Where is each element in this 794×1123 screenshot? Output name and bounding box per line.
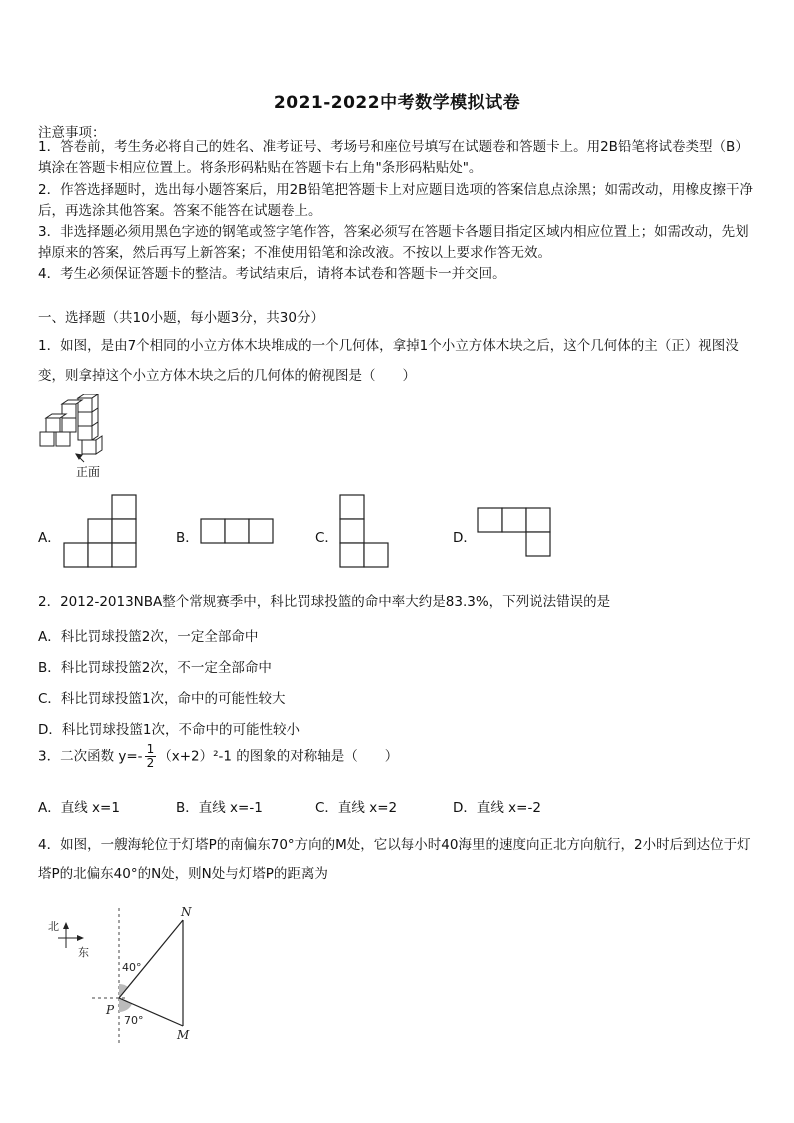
question-1-text: 1．如图，是由7个相同的小立方体木块堆成的一个几何体，拿掉1个小立方体木块之后，这个几何体的主（正）视图没变，则拿掉这个小立方体木块之后的几何体的俯视图是（ ）	[38, 338, 739, 384]
label-m: M	[177, 1028, 190, 1042]
q3-frac-den: 2	[146, 756, 155, 770]
page-title: 2021-2022中考数学模拟试卷	[273, 93, 521, 113]
q1-option-a-figure[interactable]	[63, 494, 139, 568]
q3-suffix: （x+2）²-1 的图象的对称轴是（ ）	[158, 748, 399, 765]
north-label: 北	[48, 920, 59, 933]
q1-option-b-figure[interactable]	[200, 518, 276, 545]
angle-70-label: 70°	[124, 1014, 144, 1027]
q3-frac-num: 1	[146, 742, 155, 756]
label-n: N	[181, 905, 192, 919]
question-4-text: 4．如图，一艘海轮位于灯塔P的南偏东70°方向的M处，它以每小时40海里的速度向正北方向航行，2小时后到达位于灯塔P的北偏东40°的N处，则N处与灯塔P的距离为	[38, 837, 751, 882]
q1-option-d-label[interactable]: D．	[453, 530, 477, 546]
q2-option-b[interactable]: B．科比罚球投篮2次，不一定全部命中	[38, 660, 272, 676]
notice-item-3: 3．非选择题必须用黑色字迹的钢笔或签字笔作答，答案必须写在答题卡各题目指定区域内相应位置上；如需改动，先划掉原来的答案，然后再写上新答案；不准使用铅笔和涂改液。不按以上要求作答无效。	[38, 224, 749, 261]
q3-option-d[interactable]: D．直线 x=-2	[453, 800, 541, 816]
q3-fraction	[145, 743, 157, 770]
q1-option-a-label[interactable]: A．	[38, 530, 61, 546]
q1-option-c-label[interactable]: C．	[315, 530, 338, 546]
question-3-text	[38, 743, 398, 770]
q2-option-a[interactable]: A．科比罚球投篮2次，一定全部命中	[38, 629, 259, 645]
east-label: 东	[78, 946, 89, 959]
q3-option-a[interactable]: A．直线 x=1	[38, 800, 120, 816]
question-2-text: 2．2012-2013NBA整个常规赛季中，科比罚球投篮的命中率大约是83.3%，下列说法错误的是	[38, 594, 611, 610]
notice-heading: 注意事项：	[38, 125, 106, 141]
notice-item-2: 2．作答选择题时，选出每小题答案后，用2B铅笔把答题卡上对应题目选项的答案信息点涂黑；如需改动，用橡皮擦干净后，再选涂其他答案。答案不能答在试题卷上。	[38, 182, 753, 219]
q2-option-c[interactable]: C．科比罚球投篮1次，命中的可能性较大	[38, 691, 286, 707]
section-heading: 一、选择题（共10小题，每小题3分，共30分）	[38, 310, 324, 326]
q1-option-b-label[interactable]: B．	[176, 530, 199, 546]
notice-item-1: 1．答卷前，考生务必将自己的姓名、准考证号、考场号和座位号填写在试题卷和答题卡上。用2B铅笔将试卷类型（B）填涂在答题卡相应位置上。将条形码粘贴在答题卡右上角"条形码粘贴处"。	[38, 139, 749, 176]
front-view-label: 正面	[76, 465, 101, 479]
notice-item-4: 4．考生必须保证答题卡的整洁。考试结束后，请将本试卷和答题卡一并交回。	[38, 266, 506, 282]
q3-prefix: 3．二次函数 y=-	[38, 748, 143, 765]
q1-option-d-figure[interactable]	[477, 507, 553, 558]
label-p: P	[106, 1003, 115, 1017]
angle-40-label: 40°	[122, 961, 142, 974]
q2-option-d[interactable]: D．科比罚球投篮1次，不命中的可能性较小	[38, 722, 300, 738]
q4-lighthouse-figure	[40, 900, 215, 1050]
q3-option-c[interactable]: C．直线 x=2	[315, 800, 398, 816]
q3-option-b[interactable]: B．直线 x=-1	[176, 800, 263, 816]
q1-option-c-figure[interactable]	[339, 494, 391, 568]
